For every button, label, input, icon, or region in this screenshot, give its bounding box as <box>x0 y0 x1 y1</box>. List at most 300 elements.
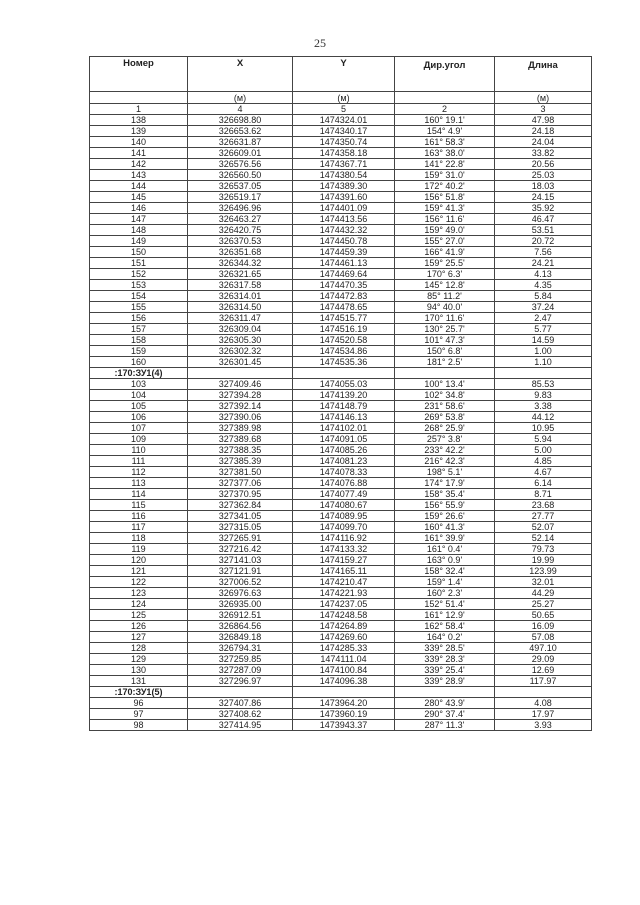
point-number: 112 <box>90 467 188 478</box>
y-coordinate: 1474099.70 <box>293 522 395 533</box>
y-coordinate: 1474146.13 <box>293 412 395 423</box>
direction-angle: 198° 5.1' <box>395 467 495 478</box>
x-coordinate: 326496.96 <box>188 203 293 214</box>
direction-angle: 162° 58.4' <box>395 621 495 632</box>
table-row <box>90 258 592 269</box>
page-number: 25 <box>314 36 326 50</box>
length: 6.14 <box>495 478 592 489</box>
x-coordinate: 326653.62 <box>188 126 293 137</box>
table-row <box>90 346 592 357</box>
y-coordinate: 1474116.92 <box>293 533 395 544</box>
length: 14.59 <box>495 335 592 346</box>
x-coordinate: 326976.63 <box>188 588 293 599</box>
y-coordinate: 1474077.49 <box>293 489 395 500</box>
table-row <box>90 203 592 214</box>
y-coordinate: 1474100.84 <box>293 665 395 676</box>
direction-angle: 268° 25.9' <box>395 423 495 434</box>
point-number: 104 <box>90 390 188 401</box>
table-row <box>90 115 592 126</box>
point-number: 156 <box>90 313 188 324</box>
x-coordinate: 327407.86 <box>188 698 293 709</box>
direction-angle: 290° 37.4' <box>395 709 495 720</box>
length: 4.85 <box>495 456 592 467</box>
y-coordinate: 1474285.33 <box>293 643 395 654</box>
x-coordinate: 326794.31 <box>188 643 293 654</box>
y-coordinate: 1474269.60 <box>293 632 395 643</box>
length: 25.27 <box>495 599 592 610</box>
table-row <box>90 126 592 137</box>
x-coordinate: 326609.01 <box>188 148 293 159</box>
direction-angle: 160° 41.3' <box>395 522 495 533</box>
y-coordinate: 1474432.32 <box>293 225 395 236</box>
table-body <box>90 115 592 731</box>
point-number: 150 <box>90 247 188 258</box>
y-coordinate: 1474324.01 <box>293 115 395 126</box>
column-header-y: Y <box>293 57 395 92</box>
y-coordinate: 1474358.18 <box>293 148 395 159</box>
direction-angle: 269° 53.8' <box>395 412 495 423</box>
y-coordinate: 1474089.95 <box>293 511 395 522</box>
direction-angle: 233° 42.2' <box>395 445 495 456</box>
table-row <box>90 379 592 390</box>
direction-angle: 161° 12.9' <box>395 610 495 621</box>
x-coordinate: 327265.91 <box>188 533 293 544</box>
length: 4.67 <box>495 467 592 478</box>
x-coordinate: 327389.98 <box>188 423 293 434</box>
length: 5.00 <box>495 445 592 456</box>
table-row <box>90 533 592 544</box>
point-number: 124 <box>90 599 188 610</box>
direction-angle: 181° 2.5' <box>395 357 495 368</box>
length: 24.21 <box>495 258 592 269</box>
y-coordinate: 1474055.03 <box>293 379 395 390</box>
table-row <box>90 511 592 522</box>
column-header-number: Номер <box>90 57 188 92</box>
y-coordinate: 1474516.19 <box>293 324 395 335</box>
length: 3.38 <box>495 401 592 412</box>
point-number: 111 <box>90 456 188 467</box>
table-row <box>90 709 592 720</box>
x-coordinate: 326314.01 <box>188 291 293 302</box>
point-number: 116 <box>90 511 188 522</box>
length: 5.77 <box>495 324 592 335</box>
direction-angle: 160° 19.1' <box>395 115 495 126</box>
table-row <box>90 665 592 676</box>
y-coordinate: 1474380.54 <box>293 170 395 181</box>
length: 79.73 <box>495 544 592 555</box>
length: 2.47 <box>495 313 592 324</box>
table-row <box>90 324 592 335</box>
x-coordinate: 327394.28 <box>188 390 293 401</box>
point-number: 154 <box>90 291 188 302</box>
length: 85.53 <box>495 379 592 390</box>
y-coordinate: 1473960.19 <box>293 709 395 720</box>
point-number: 125 <box>90 610 188 621</box>
x-coordinate: 326305.30 <box>188 335 293 346</box>
column-header-length: Длина <box>495 57 592 92</box>
length: 123.99 <box>495 566 592 577</box>
y-coordinate: 1474478.65 <box>293 302 395 313</box>
direction-angle: 159° 1.4' <box>395 577 495 588</box>
table-row <box>90 423 592 434</box>
y-coordinate: 1474091.05 <box>293 434 395 445</box>
column-index: 3 <box>495 104 592 115</box>
table-row <box>90 467 592 478</box>
table-row <box>90 170 592 181</box>
length: 497.10 <box>495 643 592 654</box>
x-coordinate: 326935.00 <box>188 599 293 610</box>
direction-angle: 231° 58.6' <box>395 401 495 412</box>
table-row <box>90 500 592 511</box>
direction-angle: 159° 49.0' <box>395 225 495 236</box>
direction-angle: 170° 11.6' <box>395 313 495 324</box>
direction-angle: 339° 28.5' <box>395 643 495 654</box>
point-number: 126 <box>90 621 188 632</box>
point-number: 155 <box>90 302 188 313</box>
x-coordinate: 326321.65 <box>188 269 293 280</box>
length: 44.29 <box>495 588 592 599</box>
direction-angle: 159° 25.5' <box>395 258 495 269</box>
length: 52.07 <box>495 522 592 533</box>
y-coordinate: 1474350.74 <box>293 137 395 148</box>
point-number: 123 <box>90 588 188 599</box>
point-number: 121 <box>90 566 188 577</box>
x-coordinate: 327389.68 <box>188 434 293 445</box>
x-coordinate: 326537.05 <box>188 181 293 192</box>
table-row <box>90 720 592 731</box>
point-number: 118 <box>90 533 188 544</box>
point-number: 144 <box>90 181 188 192</box>
table-row <box>90 643 592 654</box>
table-row <box>90 269 592 280</box>
direction-angle: 172° 40.2' <box>395 181 495 192</box>
point-number: 120 <box>90 555 188 566</box>
y-coordinate: 1474102.01 <box>293 423 395 434</box>
y-coordinate: 1474534.86 <box>293 346 395 357</box>
unit-cell: (м) <box>495 92 592 104</box>
table-row <box>90 236 592 247</box>
direction-angle: 155° 27.0' <box>395 236 495 247</box>
y-coordinate: 1474515.77 <box>293 313 395 324</box>
direction-angle: 170° 6.3' <box>395 269 495 280</box>
y-coordinate: 1474340.17 <box>293 126 395 137</box>
x-coordinate: 327370.95 <box>188 489 293 500</box>
coordinates-table <box>89 56 592 731</box>
length: 25.03 <box>495 170 592 181</box>
section-title: :170:ЗУ1(5) <box>90 687 188 698</box>
point-number: 152 <box>90 269 188 280</box>
point-number: 107 <box>90 423 188 434</box>
empty-cell <box>293 687 395 698</box>
x-coordinate: 326301.45 <box>188 357 293 368</box>
unit-cell: (м) <box>293 92 395 104</box>
direction-angle: 156° 11.6' <box>395 214 495 225</box>
y-coordinate: 1474461.13 <box>293 258 395 269</box>
unit-cell <box>395 92 495 104</box>
empty-cell <box>188 368 293 379</box>
table-row <box>90 599 592 610</box>
x-coordinate: 327390.06 <box>188 412 293 423</box>
length: 8.71 <box>495 489 592 500</box>
header-row <box>90 57 592 92</box>
point-number: 110 <box>90 445 188 456</box>
length: 1.00 <box>495 346 592 357</box>
direction-angle: 159° 41.3' <box>395 203 495 214</box>
table-row <box>90 445 592 456</box>
point-number: 106 <box>90 412 188 423</box>
x-coordinate: 326849.18 <box>188 632 293 643</box>
length: 4.35 <box>495 280 592 291</box>
x-coordinate: 327414.95 <box>188 720 293 731</box>
point-number: 141 <box>90 148 188 159</box>
empty-cell <box>293 368 395 379</box>
table-row <box>90 390 592 401</box>
length: 5.94 <box>495 434 592 445</box>
y-coordinate: 1474469.64 <box>293 269 395 280</box>
direction-angle: 166° 41.9' <box>395 247 495 258</box>
length: 47.98 <box>495 115 592 126</box>
y-coordinate: 1474159.27 <box>293 555 395 566</box>
table-row <box>90 676 592 687</box>
table-row <box>90 225 592 236</box>
point-number: 109 <box>90 434 188 445</box>
direction-angle: 145° 12.8' <box>395 280 495 291</box>
x-coordinate: 327377.06 <box>188 478 293 489</box>
empty-cell <box>495 687 592 698</box>
point-number: 140 <box>90 137 188 148</box>
point-number: 130 <box>90 665 188 676</box>
length: 3.93 <box>495 720 592 731</box>
length: 57.08 <box>495 632 592 643</box>
y-coordinate: 1473964.20 <box>293 698 395 709</box>
x-coordinate: 326370.53 <box>188 236 293 247</box>
point-number: 146 <box>90 203 188 214</box>
column-header-x: X <box>188 57 293 92</box>
point-number: 98 <box>90 720 188 731</box>
point-number: 122 <box>90 577 188 588</box>
length: 37.24 <box>495 302 592 313</box>
section-row <box>90 687 592 698</box>
table-row <box>90 456 592 467</box>
length: 24.04 <box>495 137 592 148</box>
point-number: 96 <box>90 698 188 709</box>
point-number: 139 <box>90 126 188 137</box>
point-number: 145 <box>90 192 188 203</box>
direction-angle: 161° 39.9' <box>395 533 495 544</box>
x-coordinate: 326576.56 <box>188 159 293 170</box>
point-number: 113 <box>90 478 188 489</box>
table-row <box>90 566 592 577</box>
length: 53.51 <box>495 225 592 236</box>
direction-angle: 158° 35.4' <box>395 489 495 500</box>
length: 1.10 <box>495 357 592 368</box>
section-row <box>90 368 592 379</box>
x-coordinate: 326351.68 <box>188 247 293 258</box>
column-index: 5 <box>293 104 395 115</box>
x-coordinate: 326560.50 <box>188 170 293 181</box>
point-number: 159 <box>90 346 188 357</box>
y-coordinate: 1474470.35 <box>293 280 395 291</box>
table-row <box>90 335 592 346</box>
direction-angle: 94° 40.0' <box>395 302 495 313</box>
table-row <box>90 159 592 170</box>
x-coordinate: 326420.75 <box>188 225 293 236</box>
x-coordinate: 326302.32 <box>188 346 293 357</box>
x-coordinate: 327388.35 <box>188 445 293 456</box>
direction-angle: 85° 11.2' <box>395 291 495 302</box>
point-number: 138 <box>90 115 188 126</box>
point-number: 147 <box>90 214 188 225</box>
table-row <box>90 181 592 192</box>
y-coordinate: 1474450.78 <box>293 236 395 247</box>
direction-angle: 257° 3.8' <box>395 434 495 445</box>
direction-angle: 159° 31.0' <box>395 170 495 181</box>
direction-angle: 141° 22.8' <box>395 159 495 170</box>
x-coordinate: 327381.50 <box>188 467 293 478</box>
x-coordinate: 327362.84 <box>188 500 293 511</box>
direction-angle: 339° 25.4' <box>395 665 495 676</box>
table-row <box>90 291 592 302</box>
direction-angle: 163° 0.9' <box>395 555 495 566</box>
point-number: 97 <box>90 709 188 720</box>
table-row <box>90 357 592 368</box>
table-row <box>90 302 592 313</box>
y-coordinate: 1474210.47 <box>293 577 395 588</box>
units-row <box>90 92 592 104</box>
column-index: 1 <box>90 104 188 115</box>
y-coordinate: 1474148.79 <box>293 401 395 412</box>
y-coordinate: 1474248.58 <box>293 610 395 621</box>
x-coordinate: 326864.56 <box>188 621 293 632</box>
column-index-row <box>90 104 592 115</box>
x-coordinate: 326317.58 <box>188 280 293 291</box>
length: 50.65 <box>495 610 592 621</box>
length: 29.09 <box>495 654 592 665</box>
length: 9.83 <box>495 390 592 401</box>
direction-angle: 100° 13.4' <box>395 379 495 390</box>
point-number: 128 <box>90 643 188 654</box>
length: 20.72 <box>495 236 592 247</box>
y-coordinate: 1473943.37 <box>293 720 395 731</box>
table-row <box>90 588 592 599</box>
point-number: 129 <box>90 654 188 665</box>
x-coordinate: 327392.14 <box>188 401 293 412</box>
length: 19.99 <box>495 555 592 566</box>
point-number: 114 <box>90 489 188 500</box>
length: 32.01 <box>495 577 592 588</box>
direction-angle: 161° 58.3' <box>395 137 495 148</box>
point-number: 149 <box>90 236 188 247</box>
x-coordinate: 327259.85 <box>188 654 293 665</box>
x-coordinate: 327409.46 <box>188 379 293 390</box>
length: 20.56 <box>495 159 592 170</box>
table-row <box>90 654 592 665</box>
x-coordinate: 327315.05 <box>188 522 293 533</box>
length: 4.08 <box>495 698 592 709</box>
point-number: 158 <box>90 335 188 346</box>
table-row <box>90 610 592 621</box>
x-coordinate: 327341.05 <box>188 511 293 522</box>
length: 24.18 <box>495 126 592 137</box>
y-coordinate: 1474111.04 <box>293 654 395 665</box>
point-number: 127 <box>90 632 188 643</box>
direction-angle: 216° 42.3' <box>395 456 495 467</box>
point-number: 151 <box>90 258 188 269</box>
x-coordinate: 327408.62 <box>188 709 293 720</box>
direction-angle: 156° 55.9' <box>395 500 495 511</box>
length: 35.92 <box>495 203 592 214</box>
x-coordinate: 326912.51 <box>188 610 293 621</box>
column-index: 2 <box>395 104 495 115</box>
direction-angle: 102° 34.8' <box>395 390 495 401</box>
table-row <box>90 489 592 500</box>
point-number: 143 <box>90 170 188 181</box>
length: 33.82 <box>495 148 592 159</box>
empty-cell <box>395 687 495 698</box>
x-coordinate: 327121.91 <box>188 566 293 577</box>
table-row <box>90 522 592 533</box>
y-coordinate: 1474391.60 <box>293 192 395 203</box>
direction-angle: 163° 38.0' <box>395 148 495 159</box>
point-number: 115 <box>90 500 188 511</box>
y-coordinate: 1474139.20 <box>293 390 395 401</box>
table-row <box>90 192 592 203</box>
x-coordinate: 326698.80 <box>188 115 293 126</box>
length: 27.77 <box>495 511 592 522</box>
point-number: 131 <box>90 676 188 687</box>
x-coordinate: 327006.52 <box>188 577 293 588</box>
y-coordinate: 1474520.58 <box>293 335 395 346</box>
direction-angle: 160° 2.3' <box>395 588 495 599</box>
table-row <box>90 137 592 148</box>
y-coordinate: 1474472.83 <box>293 291 395 302</box>
x-coordinate: 326519.17 <box>188 192 293 203</box>
direction-angle: 101° 47.3' <box>395 335 495 346</box>
table-row <box>90 148 592 159</box>
column-header-direction-angle: Дир.угол <box>395 57 495 92</box>
length: 24.15 <box>495 192 592 203</box>
table-row <box>90 214 592 225</box>
y-coordinate: 1474165.11 <box>293 566 395 577</box>
unit-cell <box>90 92 188 104</box>
x-coordinate: 327287.09 <box>188 665 293 676</box>
direction-angle: 339° 28.9' <box>395 676 495 687</box>
table-row <box>90 478 592 489</box>
column-index: 4 <box>188 104 293 115</box>
y-coordinate: 1474221.93 <box>293 588 395 599</box>
y-coordinate: 1474459.39 <box>293 247 395 258</box>
table-row <box>90 621 592 632</box>
table-row <box>90 555 592 566</box>
empty-cell <box>495 368 592 379</box>
direction-angle: 159° 26.6' <box>395 511 495 522</box>
y-coordinate: 1474085.26 <box>293 445 395 456</box>
x-coordinate: 326314.50 <box>188 302 293 313</box>
direction-angle: 152° 51.4' <box>395 599 495 610</box>
point-number: 157 <box>90 324 188 335</box>
length: 18.03 <box>495 181 592 192</box>
x-coordinate: 326344.32 <box>188 258 293 269</box>
direction-angle: 280° 43.9' <box>395 698 495 709</box>
length: 17.97 <box>495 709 592 720</box>
x-coordinate: 326631.87 <box>188 137 293 148</box>
y-coordinate: 1474367.71 <box>293 159 395 170</box>
x-coordinate: 326311.47 <box>188 313 293 324</box>
length: 16.09 <box>495 621 592 632</box>
y-coordinate: 1474080.67 <box>293 500 395 511</box>
x-coordinate: 326309.04 <box>188 324 293 335</box>
length: 23.68 <box>495 500 592 511</box>
